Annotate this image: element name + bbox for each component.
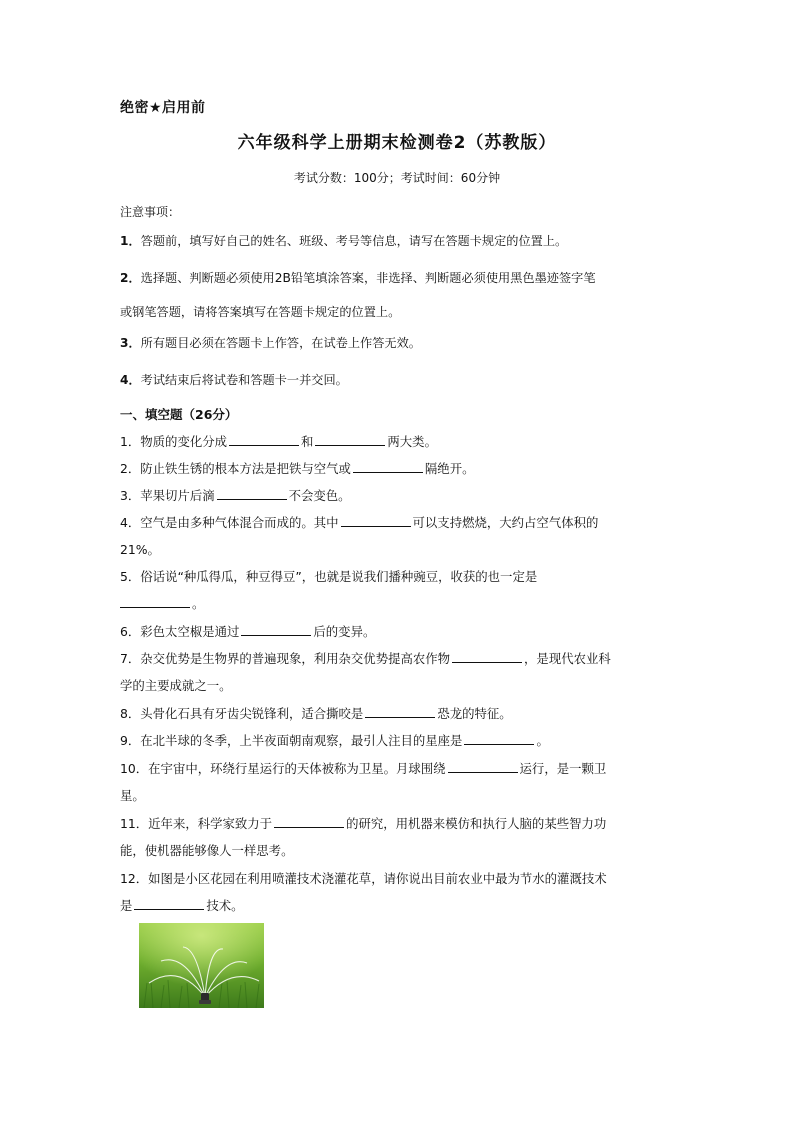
question-text: 1．物质的变化分成 <box>120 434 228 449</box>
question-4 <box>120 509 676 563</box>
notice-number: 2． <box>120 271 141 285</box>
section-heading: 一、填空题（26分） <box>120 407 238 422</box>
question-text: 。 <box>192 596 205 611</box>
question-text: 两大类。 <box>387 434 437 449</box>
question-text: 星。 <box>120 788 145 803</box>
notice-number: 1． <box>120 234 141 248</box>
notice-item <box>120 224 680 258</box>
notice-item <box>120 261 680 329</box>
notice-text: 考试结束后将试卷和答题卡一并交回。 <box>140 373 348 387</box>
answer-blank[interactable] <box>241 634 311 636</box>
answer-blank[interactable] <box>229 444 299 446</box>
question-7 <box>120 645 676 699</box>
question-3 <box>120 482 676 509</box>
question-8 <box>120 700 676 727</box>
answer-blank[interactable] <box>448 771 518 773</box>
question-2 <box>120 455 676 482</box>
notice-text-continued: 或钢笔答题，请将答案填写在答题卡规定的位置上。 <box>120 305 401 319</box>
question-text: 是 <box>120 898 133 913</box>
answer-blank[interactable] <box>120 606 190 608</box>
answer-blank[interactable] <box>341 525 411 527</box>
notice-number: 4． <box>120 373 141 387</box>
question-text: ，是现代农业科 <box>524 651 611 666</box>
answer-blank[interactable] <box>365 716 435 718</box>
question-12 <box>120 865 676 919</box>
sprinkler-photo <box>139 923 264 1008</box>
page-title: 六年级科学上册期末检测卷2（苏教版） <box>237 133 557 153</box>
question-10 <box>120 755 676 809</box>
question-text: 5．俗话说“种瓜得瓜，种豆得豆”，也就是说我们播种豌豆，收获的也一定是 <box>120 569 538 584</box>
question-5 <box>120 563 676 617</box>
question-text: 2．防止铁生锈的根本方法是把铁与空气或 <box>120 461 351 476</box>
notice-text: 答题前，填写好自己的姓名、班级、考号等信息，请写在答题卡规定的位置上。 <box>140 234 568 248</box>
question-text: 隔绝开。 <box>424 461 475 476</box>
question-text: 4．空气是由多种气体混合而成的。其中 <box>120 515 339 530</box>
answer-blank[interactable] <box>274 826 344 828</box>
question-text: 12．如图是小区花园在利用喷灌技术浇灌花草，请你说出目前农业中最为节水的灌溉技术 <box>120 871 607 886</box>
question-text: 技术。 <box>206 898 244 913</box>
question-text: 能，使机器能够像人一样思考。 <box>120 843 294 858</box>
answer-blank[interactable] <box>217 498 287 500</box>
answer-blank[interactable] <box>452 661 522 663</box>
question-text: 。 <box>536 733 549 748</box>
answer-blank[interactable] <box>134 908 204 910</box>
question-text: 恐龙的特征。 <box>437 706 512 721</box>
question-text: 6．彩色太空椒是通过 <box>120 624 240 639</box>
question-text: 可以支持燃烧，大约占空气体积的 <box>412 515 599 530</box>
question-text: 运行，是一颗卫 <box>519 761 607 776</box>
answer-blank[interactable] <box>464 743 534 745</box>
question-text: 不会变色。 <box>288 488 351 503</box>
question-text: 11．近年来，科学家致力于 <box>120 816 273 831</box>
answer-blank[interactable] <box>315 444 385 446</box>
answer-blank[interactable] <box>353 471 423 473</box>
question-text: 9．在北半球的冬季，上半夜面朝南观察，最引人注目的星座是 <box>120 733 463 748</box>
notice-text: 选择题、判断题必须使用2B铅笔填涂答案，非选择、判断题必须使用黑色墨迹签字笔 <box>140 271 596 285</box>
question-6 <box>120 618 676 645</box>
question-9 <box>120 727 676 754</box>
notice-text: 所有题目必须在答题卡上作答，在试卷上作答无效。 <box>140 336 421 350</box>
notice-item <box>120 326 680 360</box>
question-11 <box>120 810 676 864</box>
sprinkler-image <box>139 923 264 1008</box>
question-1 <box>120 428 676 455</box>
question-text: 8．头骨化石具有牙齿尖锐锋利，适合撕咬是 <box>120 706 364 721</box>
question-text: 21%。 <box>120 542 160 557</box>
question-text: 的研究，用机器来模仿和执行人脑的某些智力功 <box>346 816 607 831</box>
confidential-label: 绝密★启用前 <box>120 100 206 116</box>
notice-item <box>120 363 680 397</box>
question-text: 学的主要成就之一。 <box>120 678 232 693</box>
question-text: 7．杂交优势是生物界的普遍现象，利用杂交优势提高农作物 <box>120 651 451 666</box>
question-text: 后的变异。 <box>313 624 376 639</box>
question-text: 3．苹果切片后滴 <box>120 488 215 503</box>
question-text: 和 <box>301 434 314 449</box>
notice-heading: 注意事项： <box>120 205 181 219</box>
question-text: 10．在宇宙中，环绕行星运行的天体被称为卫星。月球围绕 <box>120 761 446 776</box>
exam-info: 考试分数：100分；考试时间：60分钟 <box>293 171 501 185</box>
notice-number: 3． <box>120 336 141 350</box>
